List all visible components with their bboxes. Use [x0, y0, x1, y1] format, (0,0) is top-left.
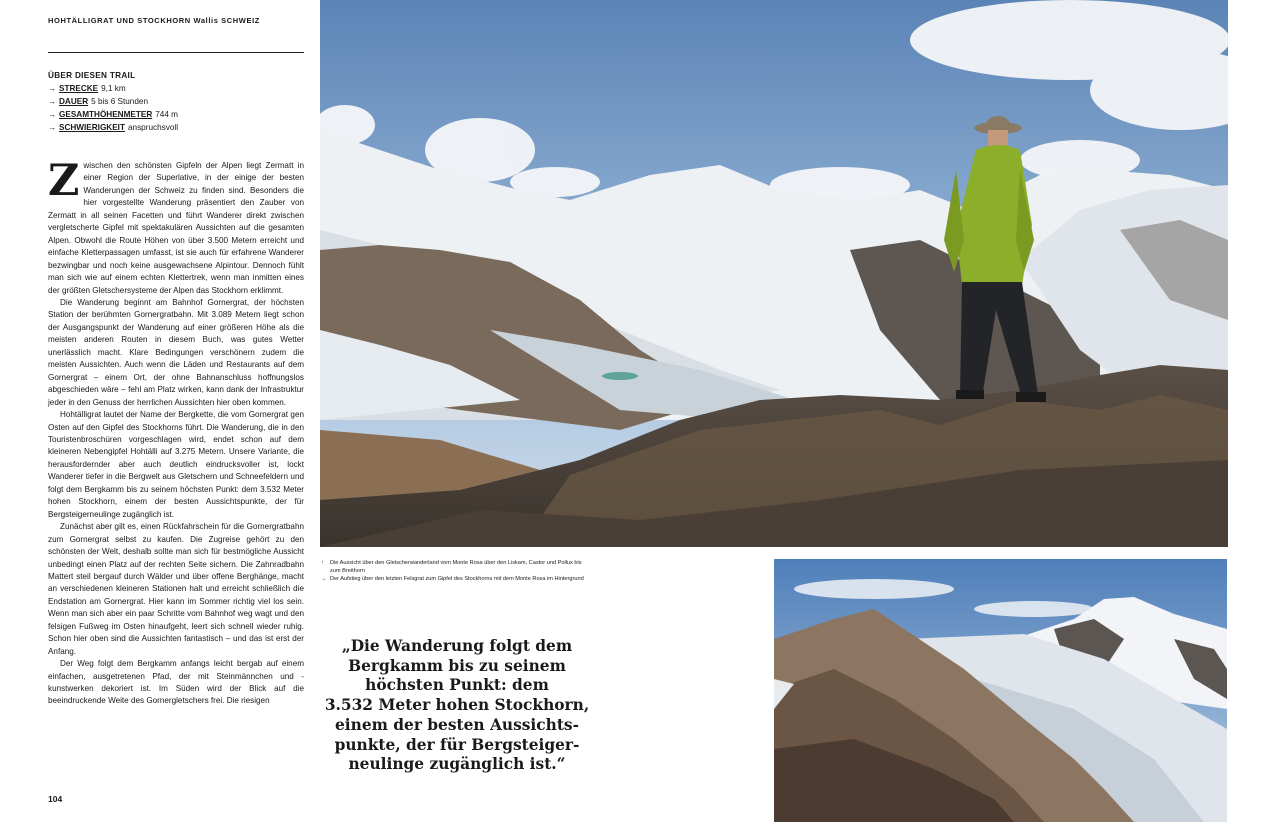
drop-cap: Z	[48, 156, 80, 206]
arrow-right-icon: →	[321, 576, 327, 582]
photo-captions	[321, 559, 589, 583]
body-paragraph: Der Weg folgt dem Bergkamm anfangs leicht bergab auf einem einfachen, ausgetretenen Pfad, der mit Steinmännchen und -kunstwerken dekoriert ist. Im Süden wird der Blick auf die beeindruckende Weite des Gornergletschers frei. Die riesigen	[48, 659, 304, 706]
article-body	[48, 156, 304, 708]
trail-info-box	[48, 69, 304, 134]
pull-quote-line: „Die Wanderung folgt dem	[341, 637, 573, 655]
arrow-right-icon: →	[48, 84, 57, 93]
trail-row-distance	[48, 82, 304, 95]
body-paragraph: Hohtälligrat lautet der Name der Bergkette, die vom Gornergrat gen Osten auf den Gipfel des Stockhorns führt. Die Wanderung, die in den Touristenbroschüren vorgeschlagen wird, endet schon auf dem kleineren Nebengipfel Hohtälli auf 3.275 Metern. Unsere Variante, die herausfordernder aber auch deutlich eindrucksvoller ist, lockt Wanderer tiefer in die Bergwelt aus Gletschern und Schneefeldern und folgt dem Bergkamm bis zu seinem höchsten Punkt: dem 3.532 Meter hohen Stockhorn, einem der besten Aussichtspunkte, der für Bergsteigerneulinge zugänglich ist.	[48, 410, 304, 519]
arrow-up-icon: ↑	[321, 560, 324, 566]
secondary-photo-ridge-monte-rosa	[774, 559, 1227, 822]
body-paragraph-text: wischen den schönsten Gipfeln der Alpen liegt Zermatt in einer Region der Superlative, in der einige der besten Wanderungen der Schweiz zu finden sind. Besonders die hier vorgestellte Wanderung präsentiert den Zauber von Zermatt in all seinen Facetten und führt Wanderer direkt zwischen vergletscherte Gipfel mit spektakulären Aussichten auf die gesamten Alpen. Obwohl die Route Höhen von über 3.500 Metern erreicht und einfache Kletterpassagen umfasst, ist sie auch für erfahrene Wanderer bezwingbar und noch keine ausgewachsene Alpintour. Dennoch fühlt man sich wie auf einem echten Klettertrek, wenn man inmitten eines der größten Gletschersysteme der Alpen das Stockhorn erklimmt.	[48, 161, 304, 295]
trail-row-duration	[48, 95, 304, 108]
pull-quote	[322, 637, 592, 775]
trail-key: GESAMTHÖHENMETER	[59, 110, 153, 119]
trail-value: 744 m	[155, 110, 179, 119]
body-paragraph: Die Wanderung beginnt am Bahnhof Gornergrat, der höchsten Station der berühmten Gornergratbahn. Mit 3.089 Metern liegt schon der Ausgangspunkt der Wanderung auf einer größeren Höhe als die meisten anderen Routen in diesem Buch, was gutes Wetter unerlässlich macht. Klare Bedingungen verschönern zudem die meisten Aussichten. Auch wenn die Läden und Restaurants auf dem Gornergrat – einem Ort, der ohne Bahnanschluss hoffnungslos abgeschieden wäre – fehl am Platz wirken, kann dank der Infrastruktur jeder in den Genuss der herrlichen Aussichten hier oben kommen.	[48, 297, 304, 407]
caption-top	[321, 559, 589, 575]
pull-quote-line: Bergkamm bis zu seinem	[348, 656, 566, 675]
page-number: 104	[48, 794, 63, 804]
trail-value: 5 bis 6 Stunden	[91, 97, 149, 106]
arrow-right-icon: →	[48, 123, 57, 132]
trail-key: SCHWIERIGKEIT	[59, 123, 125, 132]
trail-value: anspruchsvoll	[127, 123, 179, 132]
caption-top-text: Die Aussicht über den Gletscherwanderland vom Monte Rosa über den Liskam, Castor und Pollux bis zum Breithorn	[330, 560, 582, 574]
running-head: HOHTÄLLIGRAT UND STOCKHORN Wallis SCHWEIZ	[48, 16, 260, 25]
pull-quote-line: höchsten Punkt: dem	[365, 676, 549, 695]
arrow-right-icon: →	[48, 110, 57, 119]
trail-key: DAUER	[59, 97, 89, 106]
body-paragraph: Zunächst aber gilt es, einen Rückfahrschein für die Gornergratbahn zum Gornergrat selbst zu kaufen. Die Zugreise gehört zu den schönsten der Welt, deshalb sollte man sich für bestmögliche Aussicht unbedingt einen Platz auf der rechten Seite sichern. Die Zahnradbahn Mattert steil bergauf durch Wälder und über offene Berghänge, macht an verschiedenen kleineren Stationen halt und erreicht schließlich die Endstation am Gornergrat. Hier kann im Sommer richtig viel los sein. Wenn man sich aber ein paar Schritte vom Bahnhof weg wagt und den felsigen Fußweg im Osten hinaufgeht, leert sich schnell wieder ruhig. Schon hier oben sind die Aussichten fantastisch – und das ist erst der Anfang.	[48, 522, 304, 656]
pull-quote-line: punkte, der für Bergsteiger-	[334, 735, 580, 754]
trail-value: 9,1 km	[101, 84, 126, 93]
caption-bottom-text: Der Aufstieg über den letzten Felsgrat zum Gipfel des Stockhorns mit dem Monte Rosa im Hintergrund	[330, 576, 584, 582]
trail-key: STRECKE	[59, 84, 99, 93]
main-photo-hiker-glacier	[320, 0, 1228, 547]
pull-quote-line: einem der besten Aussichts-	[335, 715, 579, 734]
trail-row-elevation	[48, 108, 304, 121]
pull-quote-line: 3.532 Meter hohen Stockhorn,	[324, 696, 590, 715]
arrow-right-icon: →	[48, 97, 57, 106]
trail-row-difficulty	[48, 121, 304, 134]
trail-info-title: ÜBER DIESEN TRAIL	[48, 71, 136, 80]
body-paragraph	[48, 156, 304, 297]
caption-bottom	[321, 575, 589, 583]
pull-quote-line: neulinge zugänglich ist.“	[348, 755, 566, 774]
header-rule	[48, 52, 304, 53]
